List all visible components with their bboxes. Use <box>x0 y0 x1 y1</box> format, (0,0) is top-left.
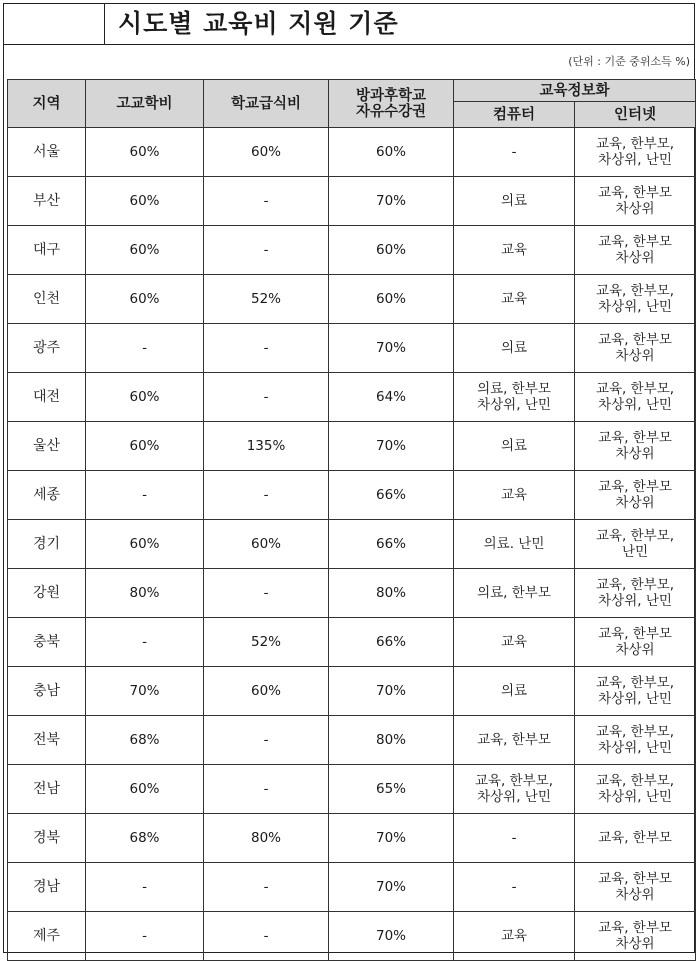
cell-highschool: - <box>86 863 204 912</box>
cell-meal: - <box>204 912 329 961</box>
table-body <box>8 128 696 961</box>
table-row <box>8 373 696 422</box>
cell-afterschool: 60% <box>329 128 454 177</box>
cell-meal: 52% <box>204 275 329 324</box>
cell-afterschool: 80% <box>329 569 454 618</box>
cell-region: 경남 <box>8 863 86 912</box>
table-row <box>8 226 696 275</box>
header-internet: 인터넷 <box>575 102 696 128</box>
cell-meal: - <box>204 716 329 765</box>
cell-region: 세종 <box>8 471 86 520</box>
table-row <box>8 569 696 618</box>
cell-meal: 135% <box>204 422 329 471</box>
cell-region: 대구 <box>8 226 86 275</box>
cell-computer: - <box>454 863 575 912</box>
cell-computer: 교육 <box>454 471 575 520</box>
cell-computer: 교육 <box>454 275 575 324</box>
cell-region: 제주 <box>8 912 86 961</box>
cell-highschool: - <box>86 471 204 520</box>
cell-meal: - <box>204 324 329 373</box>
cell-meal: 60% <box>204 128 329 177</box>
cell-highschool: 60% <box>86 128 204 177</box>
cell-meal: - <box>204 569 329 618</box>
header-school-meal: 학교급식비 <box>204 80 329 128</box>
cell-computer: - <box>454 128 575 177</box>
cell-afterschool: 70% <box>329 324 454 373</box>
cell-computer: 의료. 난민 <box>454 520 575 569</box>
cell-region: 경북 <box>8 814 86 863</box>
cell-computer: 교육, 한부모, 차상위, 난민 <box>454 765 575 814</box>
cell-region: 충북 <box>8 618 86 667</box>
cell-internet: 교육, 한부모 차상위 <box>575 177 696 226</box>
table-row <box>8 128 696 177</box>
cell-afterschool: 70% <box>329 912 454 961</box>
cell-highschool: 60% <box>86 422 204 471</box>
cell-internet: 교육, 한부모 <box>575 814 696 863</box>
cell-computer: 교육, 한부모 <box>454 716 575 765</box>
cell-meal: - <box>204 471 329 520</box>
header-highschool-tuition: 고교학비 <box>86 80 204 128</box>
cell-highschool: 60% <box>86 373 204 422</box>
cell-highschool: 60% <box>86 520 204 569</box>
cell-internet: 교육, 한부모 차상위 <box>575 422 696 471</box>
table-row <box>8 471 696 520</box>
cell-region: 인천 <box>8 275 86 324</box>
cell-highschool: 68% <box>86 716 204 765</box>
support-criteria-table <box>7 79 696 961</box>
table-row <box>8 324 696 373</box>
cell-meal: - <box>204 373 329 422</box>
cell-highschool: 68% <box>86 814 204 863</box>
cell-highschool: 60% <box>86 275 204 324</box>
cell-meal: 52% <box>204 618 329 667</box>
cell-afterschool: 60% <box>329 275 454 324</box>
cell-highschool: 80% <box>86 569 204 618</box>
table-row <box>8 520 696 569</box>
cell-internet: 교육, 한부모, 차상위, 난민 <box>575 275 696 324</box>
cell-computer: 의료 <box>454 422 575 471</box>
cell-highschool: - <box>86 618 204 667</box>
cell-afterschool: 66% <box>329 618 454 667</box>
cell-afterschool: 70% <box>329 422 454 471</box>
cell-region: 울산 <box>8 422 86 471</box>
document-frame <box>3 3 695 953</box>
cell-afterschool: 66% <box>329 471 454 520</box>
cell-afterschool: 70% <box>329 177 454 226</box>
cell-afterschool: 70% <box>329 667 454 716</box>
cell-computer: 의료, 한부모 차상위, 난민 <box>454 373 575 422</box>
header-region: 지역 <box>8 80 86 128</box>
cell-internet: 교육, 한부모, 난민 <box>575 520 696 569</box>
cell-highschool: - <box>86 324 204 373</box>
cell-computer: 교육 <box>454 618 575 667</box>
table-row <box>8 275 696 324</box>
title-bar <box>4 4 694 45</box>
cell-highschool: - <box>86 912 204 961</box>
table-row <box>8 177 696 226</box>
cell-computer: 의료 <box>454 324 575 373</box>
page-title: 시도별 교육비 지원 기준 <box>118 9 399 38</box>
table-row <box>8 863 696 912</box>
cell-afterschool: 64% <box>329 373 454 422</box>
cell-computer: 교육 <box>454 912 575 961</box>
cell-meal: - <box>204 863 329 912</box>
cell-internet: 교육, 한부모, 차상위, 난민 <box>575 716 696 765</box>
cell-meal: - <box>204 765 329 814</box>
cell-internet: 교육, 한부모 차상위 <box>575 324 696 373</box>
header-computer: 컴퓨터 <box>454 102 575 128</box>
cell-highschool: 60% <box>86 177 204 226</box>
cell-afterschool: 80% <box>329 716 454 765</box>
table-row <box>8 716 696 765</box>
cell-highschool: 60% <box>86 765 204 814</box>
table-row <box>8 765 696 814</box>
cell-internet: 교육, 한부모 차상위 <box>575 226 696 275</box>
cell-afterschool: 65% <box>329 765 454 814</box>
cell-meal: 60% <box>204 520 329 569</box>
header-afterschool-voucher: 방과후학교 자유수강권 <box>329 80 454 128</box>
cell-internet: 교육, 한부모, 차상위, 난민 <box>575 128 696 177</box>
unit-note: (단위 : 기준 중위소득 %) <box>568 55 690 68</box>
cell-computer: 교육 <box>454 226 575 275</box>
cell-internet: 교육, 한부모 차상위 <box>575 912 696 961</box>
cell-highschool: 60% <box>86 226 204 275</box>
cell-internet: 교육, 한부모 차상위 <box>575 863 696 912</box>
cell-computer: 의료, 한부모 <box>454 569 575 618</box>
cell-region: 경기 <box>8 520 86 569</box>
cell-internet: 교육, 한부모, 차상위, 난민 <box>575 765 696 814</box>
cell-region: 광주 <box>8 324 86 373</box>
cell-meal: 60% <box>204 667 329 716</box>
cell-internet: 교육, 한부모, 차상위, 난민 <box>575 667 696 716</box>
table-row <box>8 422 696 471</box>
header-education-informatization: 교육정보화 <box>454 80 696 102</box>
cell-highschool: 70% <box>86 667 204 716</box>
table-row <box>8 912 696 961</box>
cell-region: 서울 <box>8 128 86 177</box>
cell-meal: - <box>204 226 329 275</box>
cell-computer: - <box>454 814 575 863</box>
cell-region: 충남 <box>8 667 86 716</box>
table-row <box>8 618 696 667</box>
table-row <box>8 667 696 716</box>
cell-region: 부산 <box>8 177 86 226</box>
cell-computer: 의료 <box>454 667 575 716</box>
cell-afterschool: 70% <box>329 814 454 863</box>
cell-region: 전남 <box>8 765 86 814</box>
cell-internet: 교육, 한부모 차상위 <box>575 471 696 520</box>
title-tab-box <box>4 4 105 44</box>
cell-internet: 교육, 한부모 차상위 <box>575 618 696 667</box>
cell-meal: - <box>204 177 329 226</box>
cell-computer: 의료 <box>454 177 575 226</box>
table-row <box>8 814 696 863</box>
cell-region: 전북 <box>8 716 86 765</box>
cell-region: 강원 <box>8 569 86 618</box>
cell-region: 대전 <box>8 373 86 422</box>
unit-row <box>4 45 694 79</box>
cell-meal: 80% <box>204 814 329 863</box>
cell-afterschool: 60% <box>329 226 454 275</box>
cell-afterschool: 70% <box>329 863 454 912</box>
cell-internet: 교육, 한부모, 차상위, 난민 <box>575 569 696 618</box>
cell-internet: 교육, 한부모, 차상위, 난민 <box>575 373 696 422</box>
cell-afterschool: 66% <box>329 520 454 569</box>
